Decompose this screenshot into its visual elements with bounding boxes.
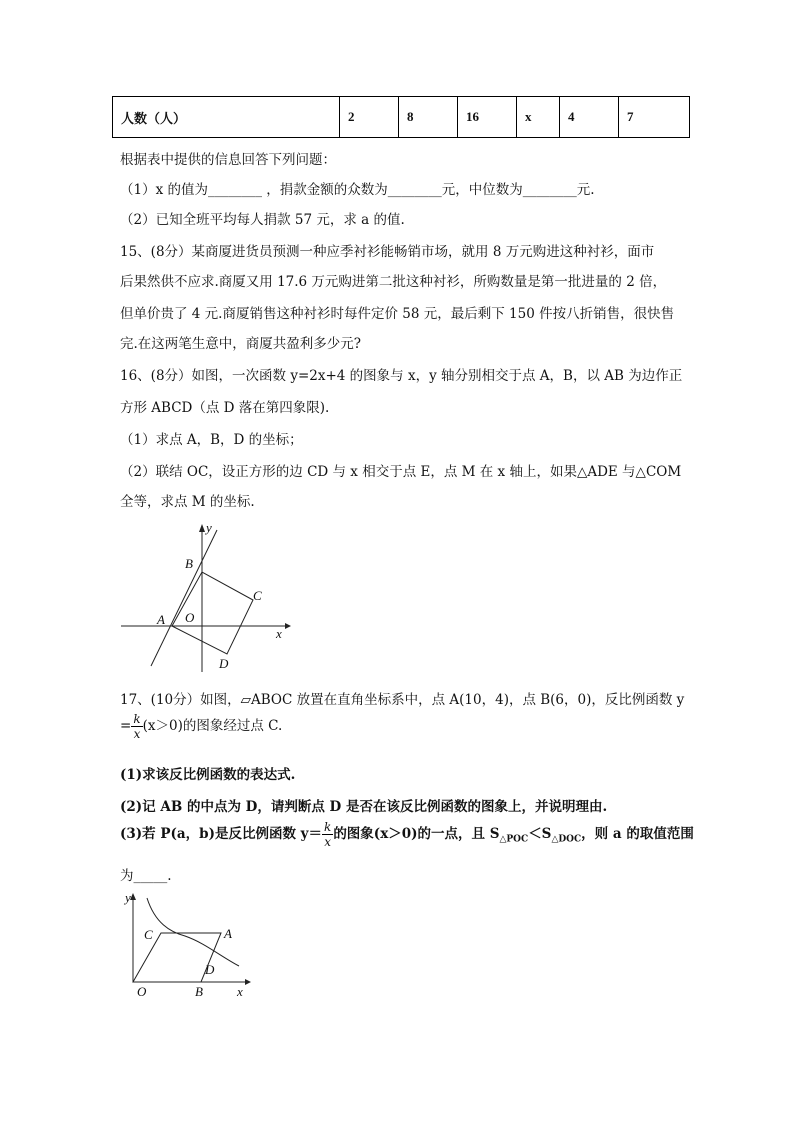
problem-15-line3: 但单价贵了 4 元.商厦销售这种衬衫时每件定价 58 元，最后剩下 150 件按八折销售，很快售 xyxy=(120,306,675,322)
fig2-label-B: B xyxy=(195,984,203,999)
problem-16-line1: 16、(8分）如图，一次函数 y=2x+4 的图象与 x，y 轴分别相交于点 A，B，以 AB 为边作正 xyxy=(120,368,683,384)
fig1-label-B: B xyxy=(185,556,193,571)
table-row xyxy=(113,97,690,138)
table-cell: 2 xyxy=(340,97,399,138)
table-cell: 4 xyxy=(560,97,619,138)
fig1-label-x: x xyxy=(276,626,282,641)
table-cell: 人数（人） xyxy=(113,97,340,138)
subscript-poc: △POC xyxy=(499,834,529,845)
table-cell: 7 xyxy=(619,97,690,138)
fig1-label-C: C xyxy=(253,588,262,603)
fig1-label-y: y xyxy=(206,520,212,535)
problem-16-line2: 方形 ABCD（点 D 落在第四象限). xyxy=(120,400,330,416)
problem-16-q1: （1）求点 A，B，D 的坐标； xyxy=(120,432,303,448)
equals-sign: = xyxy=(120,718,132,734)
figure-parallelogram-hyperbola xyxy=(115,888,255,1006)
table-cell: 8 xyxy=(399,97,458,138)
fig2-label-A: A xyxy=(224,926,232,941)
problem-17-q3 xyxy=(120,820,694,849)
fig2-label-O: O xyxy=(137,984,147,999)
subscript-doc: △DOC xyxy=(551,834,582,845)
fig1-label-O: O xyxy=(185,610,195,625)
fig2-label-C: C xyxy=(144,927,153,942)
q3-text-f: ，则 a 的取值范围 xyxy=(581,826,694,842)
problem-17-q1: (1)求该反比例函数的表达式. xyxy=(120,767,296,783)
q3-text-b: 的图象(x＞0)的一点，且 S xyxy=(333,826,500,842)
fig1-label-D: D xyxy=(219,656,229,671)
problem-16-q2: （2）联结 OC，设正方形的边 CD 与 x 相交于点 E，点 M 在 x 轴上，如果△ADE 与△COM xyxy=(120,464,682,480)
problem-15-line4: 完.在这两笔生意中，商厦共盈利多少元? xyxy=(120,336,362,352)
q3-text-a: (3)若 P(a，b)是反比例函数 y＝ xyxy=(120,826,323,842)
fraction-numerator: k xyxy=(324,820,332,834)
table-cell: 16 xyxy=(458,97,517,138)
q3-text-d: ＜S xyxy=(528,826,552,842)
question-1: （1）x 的值为________ ，捐款金额的众数为________元，中位数为________元. xyxy=(120,182,595,198)
problem-17-line2-text: (x＞0)的图象经过点 C. xyxy=(142,718,283,734)
question-2: （2）已知全班平均每人捐款 57 元，求 a 的值. xyxy=(120,212,405,228)
problem-17-line1: 17、(10分）如图，▱ABOC 放置在直角坐标系中，点 A(10，4)，点 B(6，0)，反比例函数 y xyxy=(120,692,685,708)
fraction-denominator: x xyxy=(324,835,332,849)
figure-square-linear-function xyxy=(115,520,300,675)
problem-15-line1: 15、(8分）某商厦进货员预测一种应季衬衫能畅销市场，就用 8 万元购进这种衬衫，面市 xyxy=(120,244,655,260)
table-cell: x xyxy=(517,97,560,138)
fraction-numerator: k xyxy=(133,712,141,726)
problem-17-line2 xyxy=(120,712,282,741)
fig2-label-y: y xyxy=(125,890,131,905)
problem-17-q2: (2)记 AB 的中点为 D，请判断点 D 是否在该反比例函数的图象上，并说明理由. xyxy=(120,799,608,815)
donation-table xyxy=(112,96,690,138)
instruction-text: 根据表中提供的信息回答下列问题： xyxy=(120,152,336,168)
problem-16-q2-cont: 全等，求点 M 的坐标. xyxy=(120,494,255,510)
problem-15-line2: 后果然供不应求.商厦又用 17.6 万元购进第二批这种衬衫，所购数量是第一批进量的 2 倍， xyxy=(120,274,667,290)
fig1-label-A: A xyxy=(157,612,165,627)
fig2-label-D: D xyxy=(205,962,215,977)
fraction-k-over-x xyxy=(131,712,142,741)
fraction-denominator: x xyxy=(133,727,141,741)
fig2-label-x: x xyxy=(237,984,243,999)
problem-17-q3-cont: 为_____. xyxy=(120,868,172,884)
fraction-k-over-x-2 xyxy=(322,820,333,849)
